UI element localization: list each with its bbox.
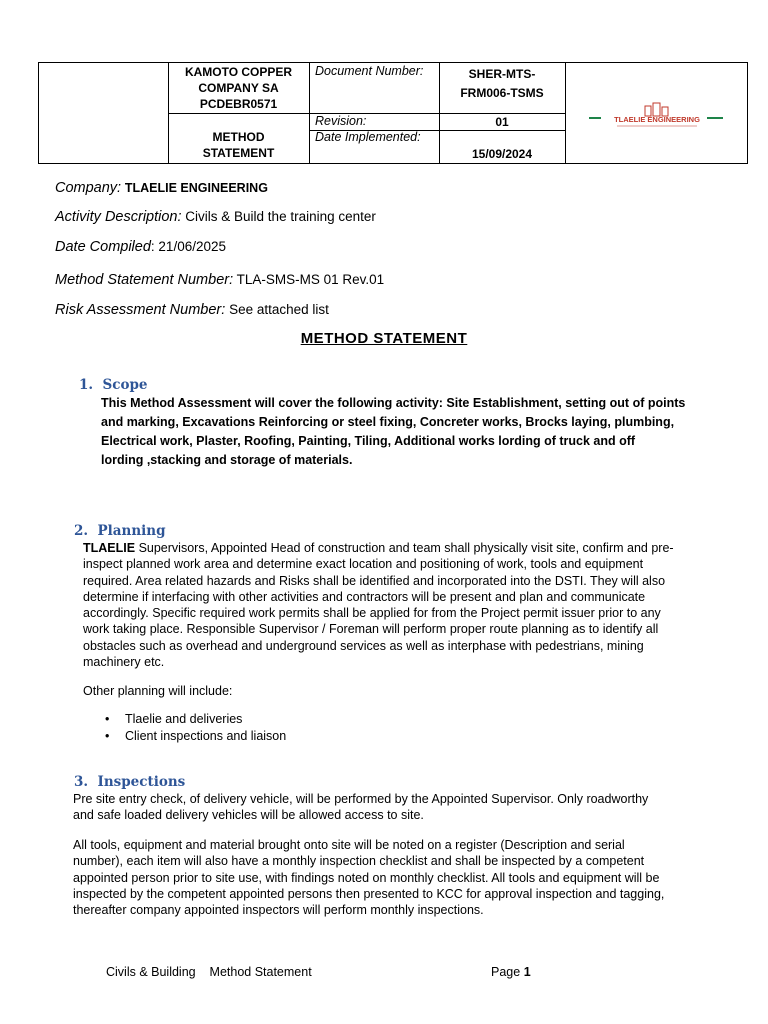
- company-line: PCDEBR0571: [199, 97, 278, 111]
- section-title: Inspections: [97, 774, 186, 790]
- date-compiled-line: [55, 239, 226, 255]
- company-value: TLAELIE ENGINEERING: [124, 181, 268, 195]
- page-title: [0, 330, 768, 347]
- ra-number-value: See attached list: [229, 302, 329, 317]
- building-logo-icon: [587, 101, 727, 131]
- text-line: inspect planned work area and determine exact location and positioning of work, tools and equipment: [83, 557, 644, 572]
- date-compiled-label: Date Compiled: [55, 239, 151, 255]
- company-logo: [587, 101, 727, 131]
- company-line: KAMOTO COPPER: [184, 65, 293, 79]
- section-number: 2.: [74, 523, 89, 539]
- company-line: [55, 180, 268, 196]
- footer-doc-type: Method Statement: [209, 965, 312, 979]
- method-line: STATEMENT: [202, 146, 275, 160]
- text-line: number), each item will also have a monthly inspection checklist and shall be inspected by a competent: [73, 854, 645, 869]
- doc-number-line: SHER-MTS-: [468, 67, 536, 81]
- activity-label: Activity Description:: [55, 209, 182, 225]
- revision-value: 01: [495, 115, 509, 129]
- text-line: This Method Assessment will cover the following activity: Site Establishment, setting out of points: [101, 396, 686, 410]
- section-number: 3.: [74, 774, 89, 790]
- footer-section: Civils & Building: [106, 965, 196, 979]
- list-item: • Tlaelie and deliveries: [101, 711, 286, 728]
- list-item: • Client inspections and liaison: [101, 728, 286, 745]
- section-heading-inspections: [74, 774, 185, 790]
- text-line: inspected by the competent appointed persons then presented to KCC for approval inspection and tagging,: [73, 886, 665, 901]
- text-line: [83, 540, 674, 556]
- ms-number-value: TLA-SMS-MS 01 Rev.01: [236, 272, 385, 287]
- text-line: Pre site entry check, of delivery vehicle, will be performed by the Appointed Supervisor. Only roadworthy: [73, 792, 649, 806]
- company-cell: [168, 64, 309, 112]
- footer-page-label: Page: [491, 965, 521, 979]
- method-line: METHOD: [212, 130, 265, 144]
- text-line: All tools, equipment and material brought onto site will be noted on a register (Description and serial: [73, 838, 625, 852]
- activity-line: [55, 209, 376, 225]
- text-line: obstacles such as overhead and underground services as well as interphase with pedestrians, mining: [83, 638, 644, 653]
- text-line: determine if interfacing with other activities and contractors will be present and plan and communicate: [83, 589, 646, 604]
- doc-number-line: FRM006-TSMS: [460, 86, 544, 100]
- method-cell: [168, 129, 309, 161]
- text-line: and safe loaded delivery vehicles will be allowed access to site.: [73, 808, 424, 823]
- text-line: and marking, Excavations Reinforcing or steel fixing, Concreter works, Brocks laying, plumbing,: [101, 415, 675, 429]
- ra-number-label: Risk Assessment Number:: [55, 302, 226, 318]
- section-title: Planning: [97, 523, 166, 539]
- section-heading-scope: [79, 377, 148, 393]
- text-line: work taking place. Responsible Supervisor / Foreman will perform proper route planning as to identify all: [83, 622, 659, 637]
- text-line: accordingly. Specific required work permits shall be applied for from the Project permit issuer prior to any: [83, 606, 661, 621]
- date-implemented-label: Date Implemented:: [315, 130, 421, 144]
- planning-lead: TLAELIE: [83, 541, 136, 555]
- planning-bullet-list: [101, 711, 286, 745]
- other-planning-text: Other planning will include:: [83, 684, 233, 698]
- revision-label: Revision:: [315, 114, 367, 128]
- company-label: Company:: [55, 180, 122, 196]
- text-line: required. Area related hazards and Risks shall be identified and incorporated into the DSTI. They will also: [83, 573, 666, 588]
- text-line: thereafter company appointed inspectors will perform monthly inspections.: [73, 903, 484, 918]
- footer-page-number: 1: [523, 965, 531, 979]
- ra-number-line: [55, 302, 329, 318]
- document-header-table: [38, 62, 748, 164]
- footer-page: [491, 965, 531, 979]
- activity-value: Civils & Build the training center: [185, 209, 376, 224]
- text-line: lording ,stacking and storage of materials.: [101, 453, 353, 467]
- table-divider: [565, 63, 566, 163]
- document-number-value: [439, 65, 565, 103]
- date-implemented-value: 15/09/2024: [471, 147, 533, 161]
- text-line: machinery etc.: [83, 655, 165, 670]
- document-number-label: Document Number:: [315, 64, 424, 78]
- page-title-text: METHOD STATEMENT: [300, 330, 468, 347]
- company-line: COMPANY SA: [198, 81, 279, 95]
- text-line: Electrical work, Plaster, Roofing, Painting, Tiling, Additional works lording of truck and off: [101, 434, 636, 448]
- inspections-paragraph-1: [73, 791, 648, 824]
- section-number: 1.: [79, 377, 94, 393]
- inspections-paragraph-2: [73, 837, 664, 918]
- footer-left: [106, 965, 312, 979]
- text-line: appointed person prior to site use, with findings noted on monthly checklist. All tools and equipment will be: [73, 870, 660, 885]
- ms-number-label: Method Statement Number:: [55, 272, 234, 288]
- logo-text: TLAELIE ENGINEERING: [614, 115, 700, 124]
- planning-paragraph: [83, 540, 674, 670]
- ms-number-line: [55, 272, 384, 288]
- scope-paragraph: [101, 394, 685, 470]
- section-title: Scope: [102, 377, 148, 393]
- section-heading-planning: [74, 523, 166, 539]
- date-compiled-value: : 21/06/2025: [150, 239, 226, 254]
- planning-first-line: Supervisors, Appointed Head of construction and team shall physically visit site, confirm and pre-: [135, 541, 674, 555]
